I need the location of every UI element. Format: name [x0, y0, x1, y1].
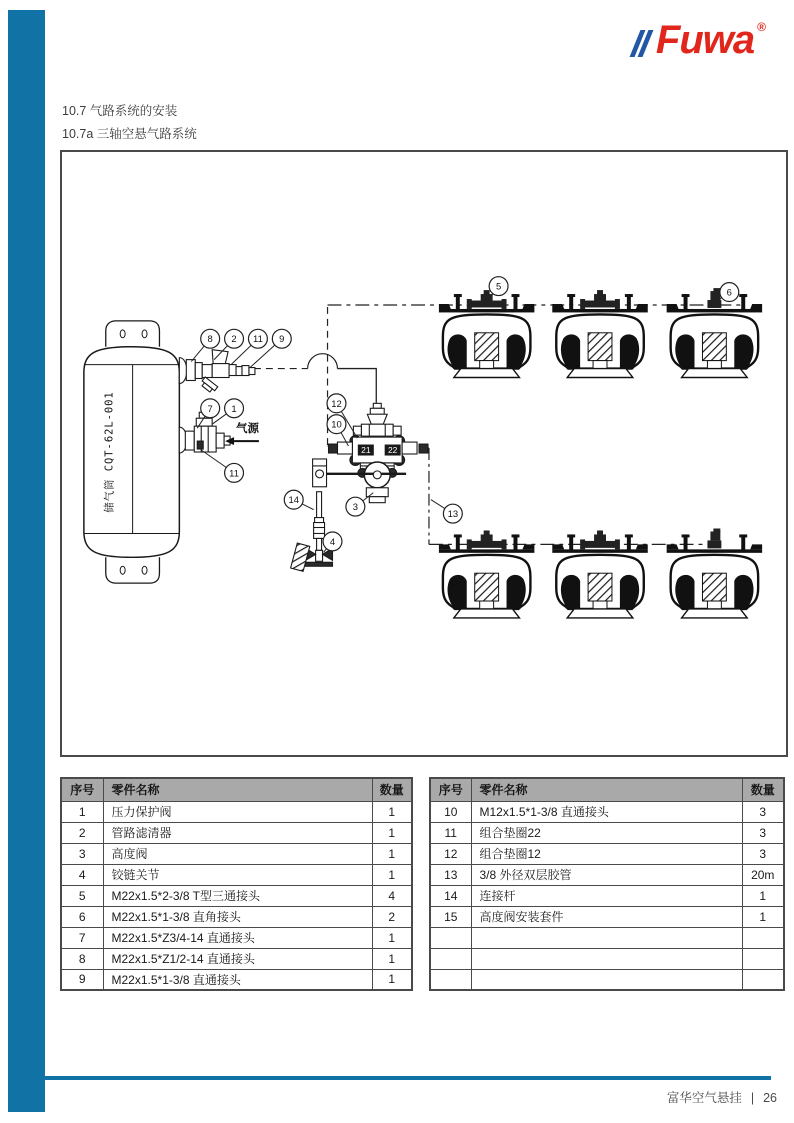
svg-text:5: 5: [495, 281, 502, 293]
table-cell: [471, 927, 742, 948]
callout-14: [284, 490, 313, 509]
page-number: 26: [763, 1091, 777, 1105]
table-cell: 5: [61, 885, 103, 906]
table-cell: 1: [372, 927, 412, 948]
table-row: [61, 864, 412, 885]
svg-text:9: 9: [279, 334, 285, 346]
table-row: [61, 927, 412, 948]
table-cell: 20m: [742, 864, 784, 885]
table-row: [61, 822, 412, 843]
svg-text:6: 6: [726, 287, 732, 299]
left-accent-bar: [8, 10, 45, 1112]
table-cell: 10: [430, 801, 471, 822]
column-header: 零件名称: [103, 778, 372, 801]
table-cell: 6: [61, 906, 103, 927]
table-row: [430, 864, 784, 885]
logo-text: Fuwa: [655, 18, 755, 62]
table-header-row: [430, 778, 784, 801]
air-circuit-diagram: [60, 150, 788, 757]
table-cell: [471, 948, 742, 969]
footer-separator: |: [750, 1091, 755, 1105]
table-row: [430, 906, 784, 927]
table-cell: 3: [742, 822, 784, 843]
table-cell: 高度阀安装套件: [471, 906, 742, 927]
parts-table-left: [60, 777, 413, 991]
callout-6: [717, 283, 738, 302]
table-row: [61, 885, 412, 906]
table-cell: 2: [61, 822, 103, 843]
svg-text:11: 11: [229, 468, 239, 480]
table-row: [430, 822, 784, 843]
svg-text:10: 10: [331, 419, 342, 431]
table-row: [430, 948, 784, 969]
footer-divider-line: [44, 1076, 771, 1080]
table-cell: 13: [430, 864, 471, 885]
table-row: [430, 885, 784, 906]
air-line-hop: [308, 354, 338, 369]
table-cell: 1: [372, 801, 412, 822]
drain-cock: [200, 377, 218, 394]
table-cell: M22x1.5*1-3/8 直通接头: [103, 969, 372, 990]
column-header: 数量: [742, 778, 784, 801]
brand-logo: [635, 18, 766, 62]
table-row: [430, 927, 784, 948]
table-cell: 1: [61, 801, 103, 822]
valve-port-21-label: 21: [361, 445, 371, 456]
table-cell: [742, 927, 784, 948]
callout-3: [346, 493, 373, 516]
registered-mark: ®: [757, 20, 766, 34]
table-cell: 7: [61, 927, 103, 948]
table-row: [61, 801, 412, 822]
table-cell: M22x1.5*2-3/8 T型三通接头: [103, 885, 372, 906]
valve-port-22-label: 22: [387, 445, 398, 456]
table-cell: [471, 969, 742, 990]
column-header: 数量: [372, 778, 412, 801]
table-cell: [430, 969, 471, 990]
table-cell: 组合垫圈22: [471, 822, 742, 843]
air-source: [225, 421, 259, 445]
table-cell: 9: [61, 969, 103, 990]
table-cell: 连接杆: [471, 885, 742, 906]
table-cell: 11: [430, 822, 471, 843]
table-cell: 高度阀: [103, 843, 372, 864]
svg-text:14: 14: [288, 495, 299, 507]
table-cell: 组合垫圈12: [471, 843, 742, 864]
svg-text:1: 1: [231, 403, 237, 415]
table-cell: M22x1.5*1-3/8 直角接头: [103, 906, 372, 927]
table-row: [61, 906, 412, 927]
subsection-heading: 10.7a 三轴空悬气路系统: [62, 127, 197, 141]
column-header: 序号: [61, 778, 103, 801]
table-cell: 铰链关节: [103, 864, 372, 885]
table-row: [430, 801, 784, 822]
table-cell: 4: [372, 885, 412, 906]
table-cell: 1: [372, 948, 412, 969]
table-row: [430, 969, 784, 990]
tank-label: 储气筒 CQT-62L-001: [103, 391, 116, 513]
table-row: [430, 843, 784, 864]
callout-10: [327, 415, 348, 446]
table-cell: 管路滤清器: [103, 822, 372, 843]
elbow-fitting-icon: [707, 529, 721, 549]
elbow-fitting-icon: [707, 288, 721, 308]
table-cell: 1: [742, 906, 784, 927]
table-row: [61, 843, 412, 864]
linkage-rod: [291, 459, 336, 571]
svg-text:13: 13: [447, 509, 459, 521]
footer-brand: 富华空气悬挂: [666, 1091, 742, 1105]
section-heading: 10.7 气路系统的安装: [62, 104, 178, 118]
table-cell: 14: [430, 885, 471, 906]
logo-stripes-icon: [629, 30, 656, 57]
table-cell: 3: [61, 843, 103, 864]
callout-5: [489, 277, 508, 300]
tee-fitting-icon: [467, 530, 507, 549]
table-cell: [430, 927, 471, 948]
callout-11-bottom: [201, 450, 243, 482]
table-row: [61, 948, 412, 969]
table-cell: 3/8 外径双层胶管: [471, 864, 742, 885]
table-row: [61, 969, 412, 990]
table-header-row: [61, 778, 412, 801]
table-cell: M22x1.5*Z1/2-14 直通接头: [103, 948, 372, 969]
callout-13: [431, 500, 462, 523]
svg-text:4: 4: [329, 536, 336, 548]
svg-text:11: 11: [253, 334, 263, 346]
svg-text:8: 8: [207, 334, 213, 346]
tee-fitting-icon: [580, 530, 620, 549]
parts-table-right: [429, 777, 785, 991]
column-header: 零件名称: [471, 778, 742, 801]
table-cell: 1: [372, 969, 412, 990]
table-cell: [742, 948, 784, 969]
tee-fitting-icon: [580, 290, 620, 309]
table-cell: 2: [372, 906, 412, 927]
callout-4: [323, 532, 342, 552]
table-cell: 4: [61, 864, 103, 885]
table-cell: 15: [430, 906, 471, 927]
table-cell: 8: [61, 948, 103, 969]
table-cell: [742, 969, 784, 990]
air-source-label: 气源: [236, 423, 259, 436]
column-header: 序号: [430, 778, 471, 801]
table-cell: M22x1.5*Z3/4-14 直通接头: [103, 927, 372, 948]
table-cell: 1: [742, 885, 784, 906]
table-cell: 1: [372, 843, 412, 864]
air-tank: [84, 321, 179, 583]
svg-text:12: 12: [331, 398, 342, 410]
table-cell: 3: [742, 801, 784, 822]
table-cell: 12: [430, 843, 471, 864]
svg-text:3: 3: [352, 502, 359, 514]
svg-text:2: 2: [231, 334, 237, 346]
table-cell: 1: [372, 822, 412, 843]
table-cell: M12x1.5*1-3/8 直通接头: [471, 801, 742, 822]
page-footer: [667, 1088, 777, 1106]
table-cell: 压力保护阀: [103, 801, 372, 822]
table-cell: [430, 948, 471, 969]
table-cell: 3: [742, 843, 784, 864]
svg-text:7: 7: [207, 403, 213, 415]
table-cell: 1: [372, 864, 412, 885]
